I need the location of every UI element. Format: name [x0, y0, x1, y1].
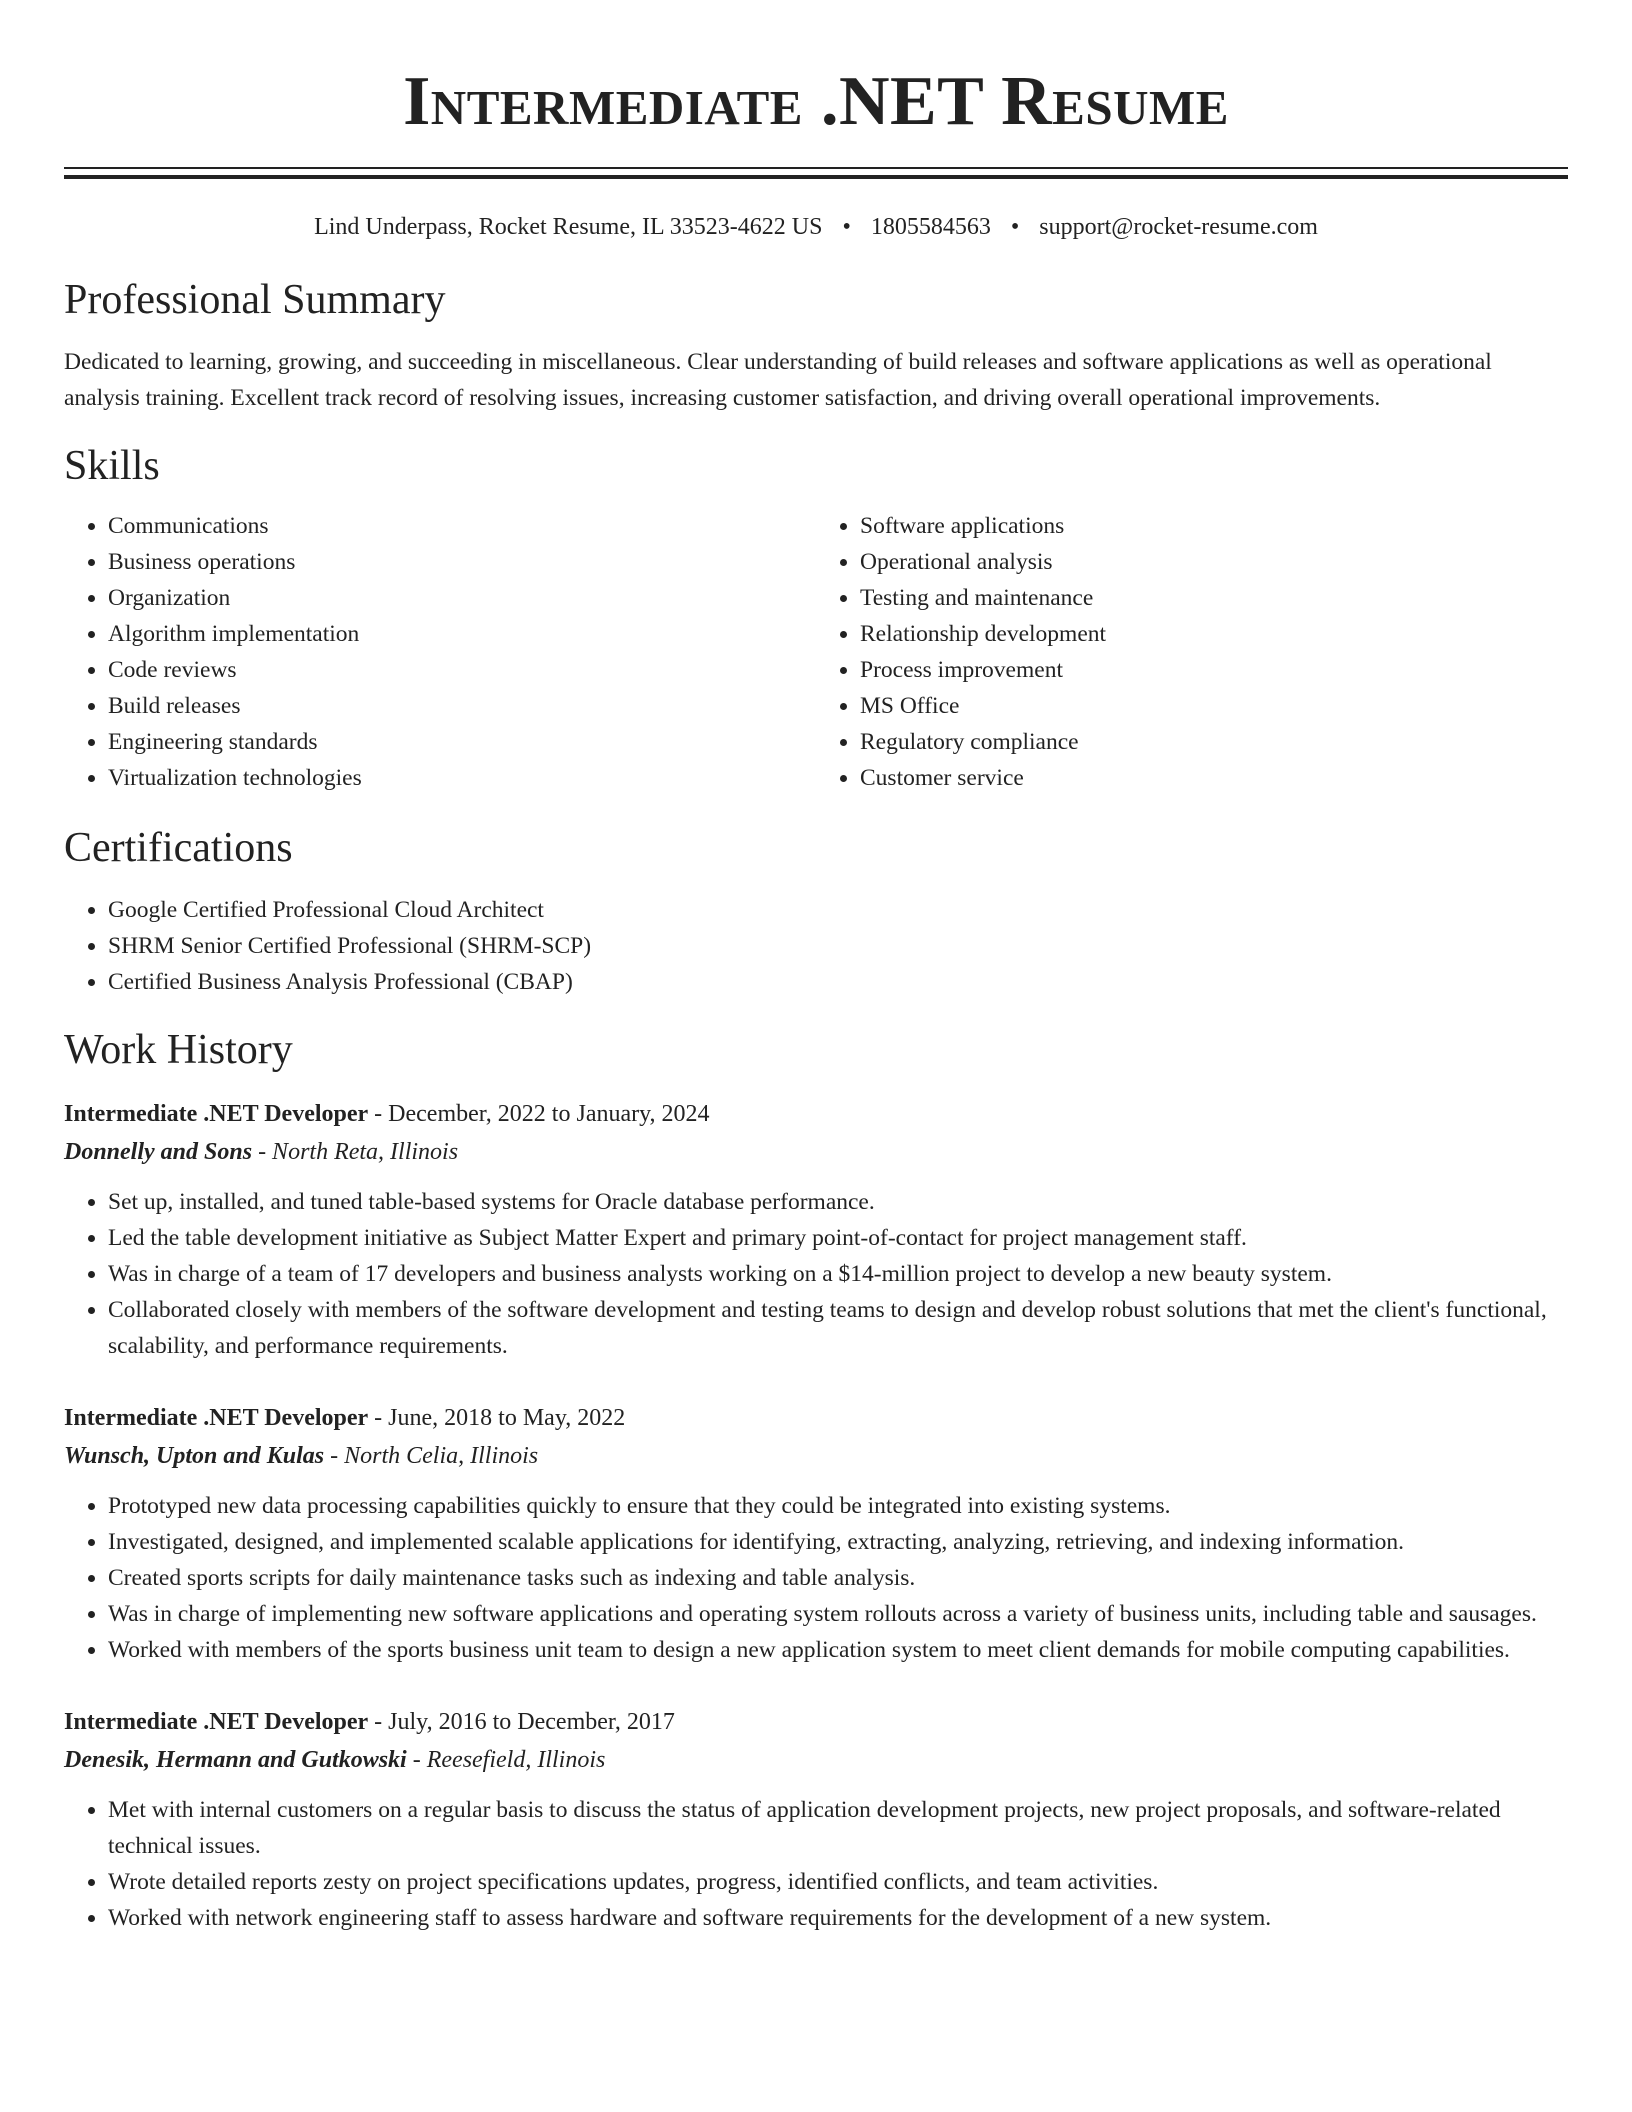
job-bullet: • Led the table development initiative as Subject Matter Expert and primary point-of-contact for project management staff.: [108, 1220, 1568, 1256]
contact-phone: 1805584563: [870, 214, 991, 240]
summary-heading: Professional Summary: [64, 277, 446, 323]
job-entry: [64, 1096, 1568, 1364]
job-bullet: • Worked with members of the sports business unit team to design a new application system to meet client demands for mobile computing capabilities.: [108, 1632, 1568, 1668]
job-title: Intermediate .NET Developer: [64, 1709, 369, 1735]
skill-item: • Relationship development: [860, 616, 1568, 652]
job-location: - Reesefield, Illinois: [406, 1747, 606, 1773]
skill-item: • Virtualization technologies: [108, 760, 816, 796]
contact-email[interactable]: support@rocket-resume.com: [1039, 214, 1318, 240]
title-divider-thin: [64, 167, 1568, 169]
skill-item: • Engineering standards: [108, 724, 816, 760]
job-bullet: • Set up, installed, and tuned table-based systems for Oracle database performance.: [108, 1184, 1568, 1220]
skill-item: • Organization: [108, 580, 816, 616]
certifications-list: [64, 892, 1568, 1000]
job-company-line: [64, 1132, 1568, 1172]
job-company: Donnelly and Sons: [64, 1139, 253, 1165]
contact-separator: •: [842, 214, 851, 240]
certification-item: • Certified Business Analysis Professional (CBAP): [108, 964, 1568, 1000]
certifications-heading: Certifications: [64, 825, 293, 871]
work-history-heading: Work History: [64, 1027, 293, 1073]
job-dates: - December, 2022 to January, 2024: [368, 1101, 710, 1127]
job-company: Wunsch, Upton and Kulas: [64, 1443, 325, 1469]
skills-columns: [64, 508, 1568, 796]
skill-item: • MS Office: [860, 688, 1568, 724]
skill-item: • Business operations: [108, 544, 816, 580]
job-location: - North Reta, Illinois: [252, 1139, 459, 1165]
skill-item: • Code reviews: [108, 652, 816, 688]
job-bullet: • Worked with network engineering staff to assess hardware and software requirements for the development of a new system.: [108, 1900, 1568, 1936]
contact-address: Lind Underpass, Rocket Resume, IL 33523-4622 US: [314, 214, 823, 240]
title-divider-thick: [64, 175, 1568, 179]
skills-left-list: [64, 508, 816, 796]
summary-text: Dedicated to learning, growing, and succeeding in miscellaneous. Clear understanding of build releases and software applications as well as operational analysis training. Excellent track record of resolving issues, increasing customer satisfaction, and driving overall operational improvements.: [64, 349, 1492, 411]
resume-page: [64, 0, 1568, 1936]
job-bullet: • Investigated, designed, and implemented scalable applications for identifying, extracting, analyzing, retrieving, and indexing information.: [108, 1524, 1568, 1560]
job-bullets: [64, 1184, 1568, 1364]
job-company-line: [64, 1436, 1568, 1476]
job-entry: [64, 1704, 1568, 1936]
job-entry: [64, 1400, 1568, 1668]
job-title: Intermediate .NET Developer: [64, 1405, 369, 1431]
skills-heading: Skills: [64, 443, 160, 489]
job-bullets: [64, 1488, 1568, 1668]
job-bullet: • Met with internal customers on a regular basis to discuss the status of application development projects, new project proposals, and software-related technical issues.: [108, 1792, 1568, 1864]
skill-item: • Customer service: [860, 760, 1568, 796]
certification-item: • Google Certified Professional Cloud Architect: [108, 892, 1568, 928]
job-company-line: [64, 1740, 1568, 1780]
skill-item: • Build releases: [108, 688, 816, 724]
skill-item: • Process improvement: [860, 652, 1568, 688]
job-title-line: [64, 1400, 1568, 1436]
job-location: - North Celia, Illinois: [324, 1443, 539, 1469]
resume-title: Intermediate .NET Resume: [403, 63, 1229, 140]
skill-item: • Operational analysis: [860, 544, 1568, 580]
job-title-line: [64, 1096, 1568, 1132]
contact-line: [64, 212, 1568, 242]
skill-item: • Testing and maintenance: [860, 580, 1568, 616]
job-bullet: • Wrote detailed reports zesty on project specifications updates, progress, identified conflicts, and team activities.: [108, 1864, 1568, 1900]
job-bullet: • Prototyped new data processing capabilities quickly to ensure that they could be integrated into existing systems.: [108, 1488, 1568, 1524]
job-dates: - July, 2016 to December, 2017: [368, 1709, 675, 1735]
job-title: Intermediate .NET Developer: [64, 1101, 369, 1127]
skill-item: • Regulatory compliance: [860, 724, 1568, 760]
contact-separator: •: [1010, 214, 1020, 240]
skills-right-list: [816, 508, 1568, 796]
job-dates: - June, 2018 to May, 2022: [368, 1405, 626, 1431]
skill-item: • Communications: [108, 508, 816, 544]
job-title-line: [64, 1704, 1568, 1740]
job-bullet: • Created sports scripts for daily maintenance tasks such as indexing and table analysis.: [108, 1560, 1568, 1596]
skill-item: • Software applications: [860, 508, 1568, 544]
job-bullets: [64, 1792, 1568, 1936]
job-company: Denesik, Hermann and Gutkowski: [64, 1747, 407, 1773]
skill-item: • Algorithm implementation: [108, 616, 816, 652]
job-bullet: • Was in charge of implementing new software applications and operating system rollouts across a variety of business units, including table and sausages.: [108, 1596, 1568, 1632]
job-bullet: • Was in charge of a team of 17 developers and business analysts working on a $14-million project to develop a new beauty system.: [108, 1256, 1568, 1292]
job-bullet: • Collaborated closely with members of the software development and testing teams to design and develop robust solutions that met the client's functional, scalability, and performance requirements.: [108, 1292, 1568, 1364]
certification-item: • SHRM Senior Certified Professional (SHRM-SCP): [108, 928, 1568, 964]
